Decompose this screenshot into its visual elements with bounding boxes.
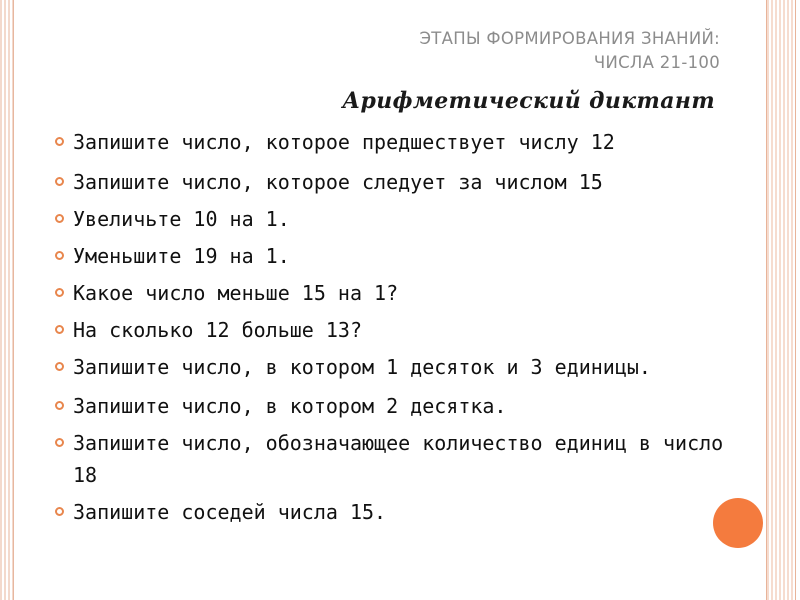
list-item-text: На сколько 12 больше 13? xyxy=(73,318,362,342)
bullet-circle-icon xyxy=(55,362,64,371)
bullet-circle-icon xyxy=(55,401,64,410)
slide-title-line-1: ЭТАПЫ ФОРМИРОВАНИЯ ЗНАНИЙ: xyxy=(419,29,720,48)
list-item-text: Запишите число, которое предшествует числу 12 xyxy=(73,130,615,154)
orange-circle-decoration xyxy=(713,498,763,548)
list-item xyxy=(55,496,735,528)
list-item xyxy=(55,240,735,272)
list-item xyxy=(55,351,735,383)
list-item-text: Запишите соседей числа 15. xyxy=(73,500,387,524)
slide-title xyxy=(320,27,720,75)
bullet-circle-icon xyxy=(55,325,64,334)
right-decorative-frame xyxy=(767,0,795,600)
list-item-text: Увеличьте 10 на 1. xyxy=(73,207,290,231)
right-frame-line xyxy=(795,0,796,600)
list-item-text: Уменьшите 19 на 1. xyxy=(73,244,290,268)
list-item xyxy=(55,390,735,422)
bullet-circle-icon xyxy=(55,507,64,516)
list-item xyxy=(55,427,735,491)
list-item-text: Запишите число, которое следует за числом 15 xyxy=(73,170,603,194)
list-item xyxy=(55,166,735,198)
bullet-circle-icon xyxy=(55,251,64,260)
bullet-circle-icon xyxy=(55,137,64,146)
bullet-circle-icon xyxy=(55,288,64,297)
slide-subtitle: Арифметический диктант xyxy=(342,88,715,114)
bullet-circle-icon xyxy=(55,177,64,186)
list-item xyxy=(55,203,735,235)
list-item xyxy=(55,126,735,158)
list-item-text: Запишите число, обозначающее количество единиц в число 18 xyxy=(73,431,724,487)
bullet-circle-icon xyxy=(55,214,64,223)
list-item-text: Запишите число, в котором 1 десяток и 3 единицы. xyxy=(73,355,651,379)
slide-title-line-2: ЧИСЛА 21-100 xyxy=(593,53,720,72)
list-item-text: Запишите число, в котором 2 десятка. xyxy=(73,394,507,418)
dictation-list xyxy=(55,126,735,528)
list-item xyxy=(55,314,735,346)
left-decorative-frame xyxy=(0,0,13,600)
list-item xyxy=(55,277,735,309)
list-item-text: Какое число меньше 15 на 1? xyxy=(73,281,399,305)
bullet-circle-icon xyxy=(55,438,64,447)
left-frame-line xyxy=(13,0,14,600)
